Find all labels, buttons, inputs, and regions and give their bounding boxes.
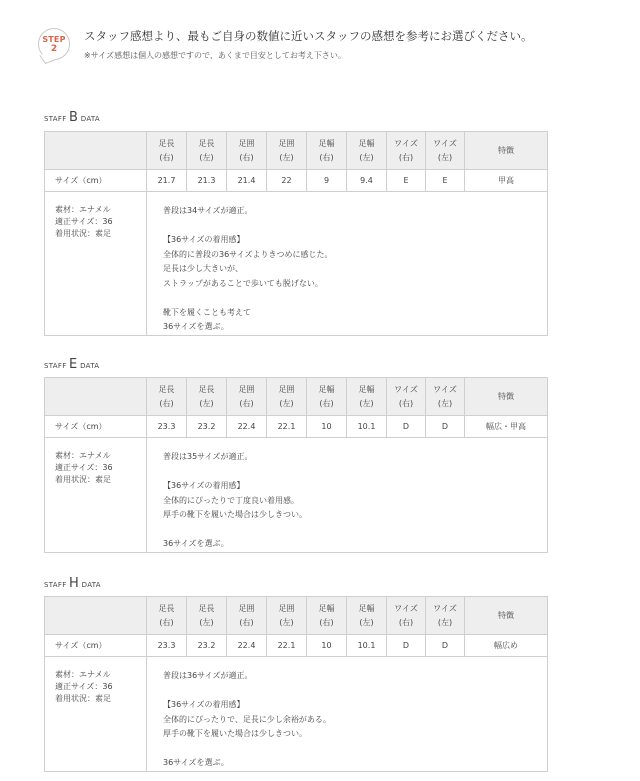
comment-line: 厚手の靴下を履いた場合は少しきつい。 xyxy=(163,510,307,519)
comment-line xyxy=(163,523,547,538)
column-header xyxy=(187,378,227,416)
column-header xyxy=(347,597,387,635)
size-value-cell: 22 xyxy=(267,170,307,192)
comment-line: 足長は少し大きいが、 xyxy=(163,264,243,273)
column-header xyxy=(347,132,387,170)
column-header xyxy=(465,378,548,416)
comment-cell xyxy=(147,438,548,553)
size-value-cell: D xyxy=(387,416,426,438)
column-header-line: 足囲 xyxy=(278,138,295,148)
comment-line: 厚手の靴下を履いた場合は少しきつい。 xyxy=(163,729,307,738)
step-note: ※サイズ感想は個人の感想ですので、あくまで目安としてお考え下さい。 xyxy=(84,51,346,60)
title-prefix: STAFF xyxy=(44,581,70,589)
column-header xyxy=(387,132,426,170)
meta-cell xyxy=(45,192,147,336)
column-header-line: 足長 xyxy=(158,603,175,613)
size-value-cell: 23.3 xyxy=(147,635,187,657)
column-header-line: (右) xyxy=(319,617,334,627)
column-header xyxy=(465,132,548,170)
column-header-line: (左) xyxy=(199,398,214,408)
comment-line: 全体的にぴったりで、足長に少し余裕がある。 xyxy=(163,714,331,724)
size-value-cell: 21.3 xyxy=(187,170,227,192)
column-header-line: ワイズ xyxy=(433,603,457,613)
meta-line: 着用状況：素足 xyxy=(55,475,111,484)
title-prefix: STAFF xyxy=(44,115,70,123)
meta-line: 素材：エナメル xyxy=(55,451,111,460)
column-header-line: (右) xyxy=(159,617,174,627)
comment-line: 普段は35サイズが適正。 xyxy=(163,452,253,461)
size-value-cell: D xyxy=(387,635,426,657)
title-prefix: STAFF xyxy=(44,362,70,370)
comment-line xyxy=(163,219,547,234)
comment-cell xyxy=(147,657,548,772)
size-value-cell: E xyxy=(426,170,465,192)
comment-line xyxy=(163,684,547,699)
column-header-line: 足長 xyxy=(198,384,215,394)
comment-row xyxy=(45,438,548,553)
column-header-line: ワイズ xyxy=(394,138,418,148)
column-header xyxy=(267,132,307,170)
size-value-cell: 10.1 xyxy=(347,635,387,657)
step-badge-number: 2 xyxy=(50,44,58,54)
column-header xyxy=(347,378,387,416)
comment-line: 靴下を履くことも考えて xyxy=(163,307,251,317)
column-header-line: (右) xyxy=(239,152,254,162)
meta-line: 適正サイズ：36 xyxy=(55,682,113,691)
comment-line: 【36サイズの着用感】 xyxy=(163,700,245,709)
column-header-line: 足幅 xyxy=(318,603,335,613)
size-row xyxy=(45,170,548,192)
size-value-cell: 21.4 xyxy=(227,170,267,192)
column-header-line: (左) xyxy=(359,152,374,162)
comment-line: ストラップがあることで歩いても脱げない。 xyxy=(163,278,323,288)
meta-line: 素材：エナメル xyxy=(55,670,111,679)
size-value-cell: 10 xyxy=(307,416,347,438)
comment-row xyxy=(45,192,548,336)
comment-line: 全体的に普段の36サイズよりきつめに感じた。 xyxy=(163,249,333,259)
column-header-line: (左) xyxy=(437,152,453,162)
staff-e-title xyxy=(44,357,99,372)
title-letter: B xyxy=(69,110,79,125)
column-header-line: ワイズ xyxy=(433,138,457,148)
comment-line: 普段は36サイズが適正。 xyxy=(163,671,253,680)
column-header-line: 足長 xyxy=(158,384,175,394)
size-value-cell: 甲高 xyxy=(465,170,548,192)
column-header xyxy=(147,132,187,170)
comment-line: 36サイズを選ぶ。 xyxy=(163,539,229,548)
column-header-line: 足長 xyxy=(158,138,175,148)
column-header-line: (左) xyxy=(199,152,214,162)
size-value-cell: D xyxy=(426,635,465,657)
column-header-line: (左) xyxy=(437,617,453,627)
column-header-line: (右) xyxy=(398,617,414,627)
column-header xyxy=(307,597,347,635)
column-header-line: 足幅 xyxy=(318,384,335,394)
column-header xyxy=(387,378,426,416)
column-header-line: (右) xyxy=(239,617,254,627)
column-header-line: 特徴 xyxy=(498,610,514,620)
title-suffix: DATA xyxy=(79,581,101,589)
column-header xyxy=(147,597,187,635)
staff-b-title xyxy=(44,110,100,125)
size-value-cell: 9.4 xyxy=(347,170,387,192)
meta-line: 着用状況：素足 xyxy=(55,694,111,703)
column-header xyxy=(187,132,227,170)
comment-line xyxy=(163,291,547,306)
column-header-line: 足幅 xyxy=(358,384,375,394)
step-badge-icon xyxy=(38,28,70,60)
column-header xyxy=(307,378,347,416)
size-value-cell: E xyxy=(387,170,426,192)
size-label: サイズ（cm） xyxy=(45,635,147,657)
column-header xyxy=(307,132,347,170)
column-header-line: 特徴 xyxy=(498,145,514,155)
column-header-line: (右) xyxy=(159,398,174,408)
column-header xyxy=(387,597,426,635)
column-header xyxy=(267,597,307,635)
column-header xyxy=(227,378,267,416)
column-header xyxy=(426,132,465,170)
column-header-line: (右) xyxy=(398,152,414,162)
column-header-line: (左) xyxy=(279,152,294,162)
meta-cell xyxy=(45,438,147,553)
column-header-line: 足囲 xyxy=(278,603,295,613)
column-header-line: (左) xyxy=(359,398,374,408)
column-header-line: (右) xyxy=(319,152,334,162)
header-blank-cell xyxy=(45,378,147,416)
size-label: サイズ（cm） xyxy=(45,416,147,438)
column-header-line: (右) xyxy=(319,398,334,408)
column-header xyxy=(426,378,465,416)
size-value-cell: 幅広め xyxy=(465,635,548,657)
column-header-line: ワイズ xyxy=(433,384,457,394)
comment-cell xyxy=(147,192,548,336)
step-badge-word: STEP xyxy=(42,35,66,44)
size-value-cell: 22.1 xyxy=(267,416,307,438)
comment-line: 【36サイズの着用感】 xyxy=(163,235,245,244)
column-header-line: (右) xyxy=(398,398,414,408)
column-header xyxy=(465,597,548,635)
title-letter: H xyxy=(69,576,80,591)
meta-line: 適正サイズ：36 xyxy=(55,217,113,226)
meta-line: 着用状況：素足 xyxy=(55,229,111,238)
staff-e-table xyxy=(44,377,548,553)
size-value-cell: 23.2 xyxy=(187,416,227,438)
column-header xyxy=(187,597,227,635)
column-header-line: (左) xyxy=(359,617,374,627)
column-header-line: 足幅 xyxy=(318,138,335,148)
comment-line: 【36サイズの着用感】 xyxy=(163,481,245,490)
column-header-line: (右) xyxy=(239,398,254,408)
size-value-cell: 21.7 xyxy=(147,170,187,192)
size-value-cell: 23.2 xyxy=(187,635,227,657)
column-header-line: 足囲 xyxy=(238,384,255,394)
meta-line: 素材：エナメル xyxy=(55,205,111,214)
staff-b-table xyxy=(44,131,548,336)
size-row xyxy=(45,416,548,438)
column-header xyxy=(147,378,187,416)
column-header-line: 特徴 xyxy=(498,391,514,401)
column-header-line: 足幅 xyxy=(358,138,375,148)
column-header-line: 足長 xyxy=(198,603,215,613)
size-value-cell: 幅広・甲高 xyxy=(465,416,548,438)
title-suffix: DATA xyxy=(78,115,101,123)
column-header-line: 足囲 xyxy=(238,138,255,148)
column-header-line: 足囲 xyxy=(238,603,255,613)
meta-cell xyxy=(45,657,147,772)
size-value-cell: 10 xyxy=(307,635,347,657)
header-row xyxy=(45,132,548,170)
size-value-cell: 9 xyxy=(307,170,347,192)
size-label: サイズ（cm） xyxy=(45,170,147,192)
size-value-cell: 22.1 xyxy=(267,635,307,657)
step-instruction: スタッフ感想より、最もご自身の数値に近いスタッフの感想を参考にお選びください。 xyxy=(84,29,533,43)
header-blank-cell xyxy=(45,597,147,635)
column-header-line: 足幅 xyxy=(358,603,375,613)
column-header xyxy=(227,132,267,170)
column-header-line: 足長 xyxy=(198,138,215,148)
step-header xyxy=(38,24,598,74)
column-header-line: (左) xyxy=(279,617,294,627)
comment-line: 普段は34サイズが適正。 xyxy=(163,206,253,215)
comment-line xyxy=(163,742,547,757)
comment-line: 36サイズを選ぶ。 xyxy=(163,758,229,767)
meta-line: 適正サイズ：36 xyxy=(55,463,113,472)
column-header-line: (左) xyxy=(279,398,294,408)
size-value-cell: 23.3 xyxy=(147,416,187,438)
column-header-line: (左) xyxy=(437,398,453,408)
size-value-cell: 22.4 xyxy=(227,416,267,438)
size-value-cell: 22.4 xyxy=(227,635,267,657)
staff-h-title xyxy=(44,576,101,591)
column-header-line: ワイズ xyxy=(394,384,418,394)
size-value-cell: 10.1 xyxy=(347,416,387,438)
staff-h-table xyxy=(44,596,548,772)
header-row xyxy=(45,378,548,416)
header-blank-cell xyxy=(45,132,147,170)
comment-line: 全体的にぴったりで丁度良い着用感。 xyxy=(163,495,299,505)
header-row xyxy=(45,597,548,635)
size-row xyxy=(45,635,548,657)
column-header-line: 足囲 xyxy=(278,384,295,394)
column-header-line: (右) xyxy=(159,152,174,162)
title-letter: E xyxy=(69,357,78,372)
column-header xyxy=(426,597,465,635)
comment-line xyxy=(163,465,547,480)
title-suffix: DATA xyxy=(77,362,100,370)
comment-line: 36サイズを選ぶ。 xyxy=(163,322,229,331)
column-header-line: ワイズ xyxy=(394,603,418,613)
column-header xyxy=(227,597,267,635)
size-value-cell: D xyxy=(426,416,465,438)
column-header xyxy=(267,378,307,416)
comment-row xyxy=(45,657,548,772)
column-header-line: (左) xyxy=(199,617,214,627)
